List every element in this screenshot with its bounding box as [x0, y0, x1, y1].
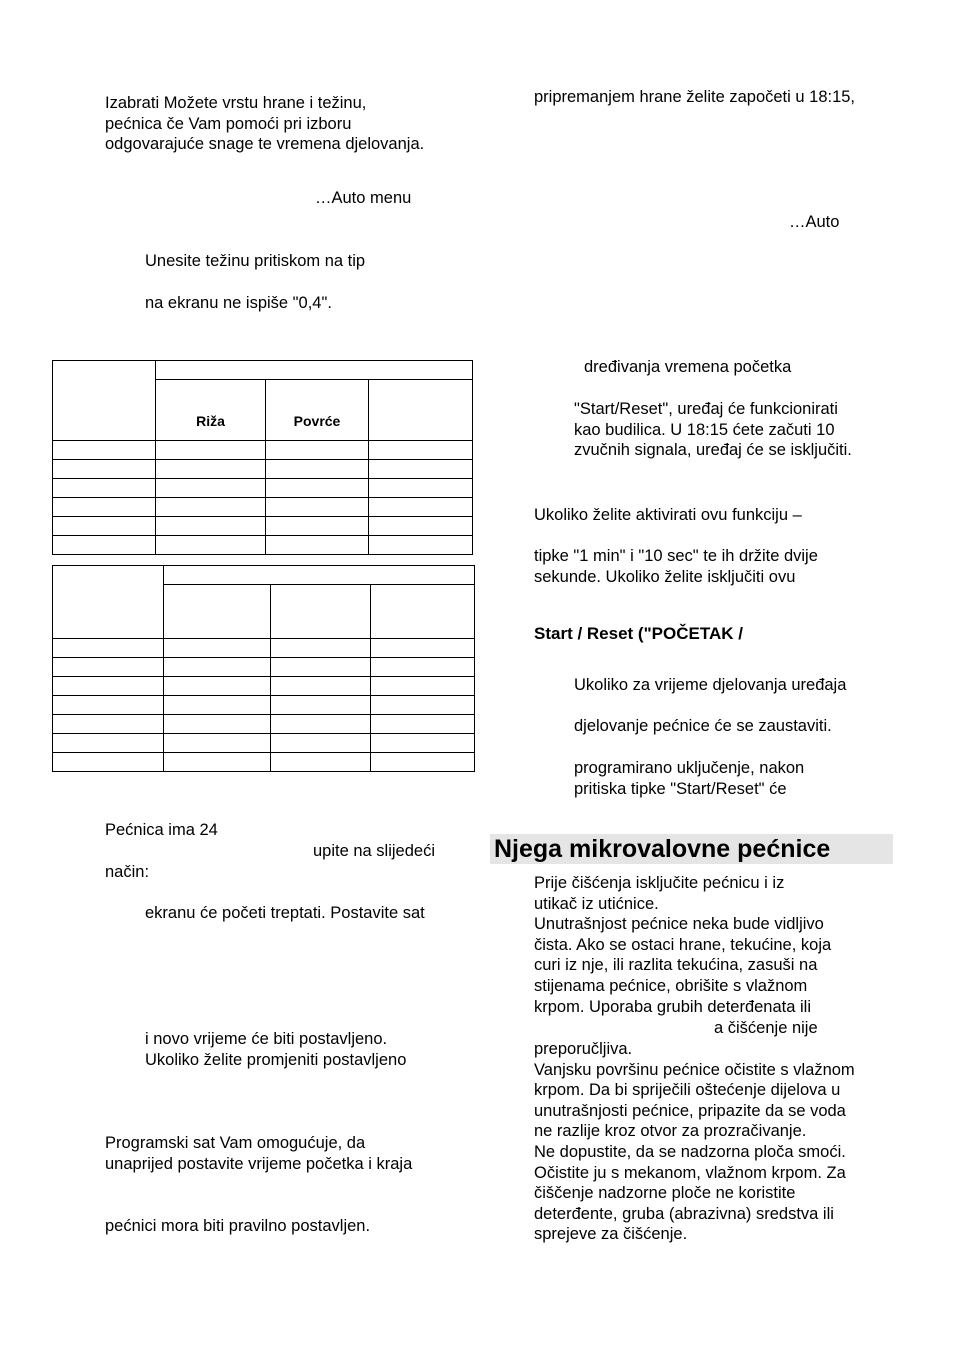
text-line: Izabrati Možete vrstu hrane i težinu,: [105, 94, 367, 112]
program-clock-paragraph: [105, 1133, 412, 1174]
clock-line: Pećnica ima 24: [105, 821, 218, 839]
care-heading: Njega mikrovalovne pećnice: [490, 834, 893, 864]
table-cell: [271, 585, 371, 639]
clock-line: upite na slijedeći: [313, 842, 435, 860]
text-line: sekunde. Ukoliko želite isključiti ovu: [534, 567, 796, 586]
text-line: Očistite ju s mekanom, vlažnom krpom. Za: [534, 1163, 846, 1182]
care-mid-line: a čišćenje nije: [714, 1019, 818, 1037]
text-line: programirano uključenje, nakon: [574, 759, 805, 777]
text-line: odgovarajuće snage te vremena djelovanja.: [105, 135, 425, 154]
auto-menu-table-2: [52, 565, 475, 772]
text-line: kao budilica. U 18:15 ćete začuti 10: [574, 420, 835, 439]
table-row: [53, 460, 473, 479]
table-cell: [371, 585, 475, 639]
table-row: [53, 517, 473, 536]
text-line: utikač iz utićnice.: [534, 894, 659, 913]
text-line: preporučljiva.: [534, 1040, 633, 1058]
table-header-cell: Povrće: [266, 380, 369, 441]
activate-line: Ukoliko želite aktivirati ovu funkciju –: [534, 506, 802, 524]
text-line: pećnica če Vam pomoći pri izboru: [105, 114, 352, 133]
keys-paragraph: [534, 546, 818, 587]
clock-line: ekranu će početi treptati. Postavite sat: [145, 904, 425, 922]
text-line: "Start/Reset", uređaj će funkcionirati: [574, 400, 838, 418]
text-line: ne razlije kroz otvor za prozračivanje.: [534, 1122, 807, 1141]
text-line: unutrašnjosti pećnice, pripazite da se voda: [534, 1101, 846, 1120]
weight-instruction-line: Unesite težinu pritiskom na tip: [145, 252, 366, 270]
table-row: [53, 441, 473, 460]
weight-display-line: na ekranu ne ispiše "0,4".: [145, 294, 332, 312]
table-cell: [53, 361, 156, 441]
during-line: Ukoliko za vrijeme djelovanja uređaja: [574, 676, 847, 694]
clock-line: i novo vrijeme će biti postavljeno.: [145, 1030, 388, 1048]
auto-menu-table-1: [52, 360, 473, 555]
table-row: [53, 479, 473, 498]
auto-menu-label: …Auto menu: [315, 189, 412, 207]
care-paragraph-2: [534, 1039, 855, 1245]
table-cell: [369, 380, 473, 441]
clock-line: Ukoliko želite promjeniti postavljeno: [145, 1051, 407, 1069]
text-line: čiščenje nadzorne ploče ne koristite: [534, 1184, 796, 1203]
table-row: [53, 498, 473, 517]
text-line: krpom. Uporaba grubih deterđenata ili: [534, 997, 811, 1016]
table-cell: [164, 585, 271, 639]
text-line: Ne dopustite, da se nadzorna ploča smoći.: [534, 1142, 846, 1161]
auto-label: …Auto: [789, 213, 840, 231]
table-row: [53, 715, 475, 734]
text-line: deterđente, gruba (abrazivna) sredstva ili: [534, 1204, 834, 1223]
text-line: stijenama pećnice, obrišite s vlažnom: [534, 976, 808, 995]
table-row: [53, 734, 475, 753]
text-line: pritiska tipke "Start/Reset" će: [574, 779, 787, 798]
table-row: [53, 639, 475, 658]
table-row: [53, 677, 475, 696]
start-time-line: pripremanjem hrane želite započeti u 18:15,: [534, 88, 856, 106]
text-line: tipke "1 min" i "10 sec" te ih držite dvije: [534, 547, 818, 565]
start-reset-heading: Start / Reset ("POČETAK /: [534, 624, 743, 643]
text-line: krpom. Da bi spriječili oštećenje dijelova u: [534, 1081, 841, 1100]
programmed-paragraph: [574, 758, 804, 799]
program-clock-last-line: pećnici mora biti pravilno postavljen.: [105, 1217, 371, 1235]
intro-paragraph: [105, 93, 424, 155]
text-line: Unutrašnjost pećnice neka bude vidljivo: [534, 915, 824, 934]
table-row: [53, 536, 473, 555]
clock-line: način:: [105, 863, 150, 881]
table-cell: [164, 566, 475, 585]
text-line: zvučnih signala, uređaj će se isključiti.: [574, 441, 852, 460]
start-time-setting-line: dređivanja vremena početka: [584, 358, 792, 376]
text-line: unaprijed postavite vrijeme početka i kraja: [105, 1154, 413, 1173]
text-line: curi iz nje, ili razlita tekućina, zasuši na: [534, 956, 818, 975]
table-row: [53, 696, 475, 715]
text-line: Vanjsku površinu pećnice očistite s vlažnom: [534, 1060, 855, 1079]
alarm-paragraph: [574, 399, 852, 461]
table-row: [53, 658, 475, 677]
text-line: Programski sat Vam omogućuje, da: [105, 1134, 366, 1152]
text-line: sprejeve za čišćenje.: [534, 1225, 688, 1244]
table-header-cell: Riža: [156, 380, 266, 441]
table-cell: [53, 566, 164, 639]
table-row: [53, 753, 475, 772]
text-line: Prije čišćenja isključite pećnicu i iz: [534, 874, 785, 892]
care-paragraph: [534, 873, 831, 1017]
text-line: čista. Ako se ostaci hrane, tekućine, koja: [534, 935, 832, 954]
stop-line: djelovanje pećnice će se zaustaviti.: [574, 717, 832, 735]
table-cell: [156, 361, 473, 380]
